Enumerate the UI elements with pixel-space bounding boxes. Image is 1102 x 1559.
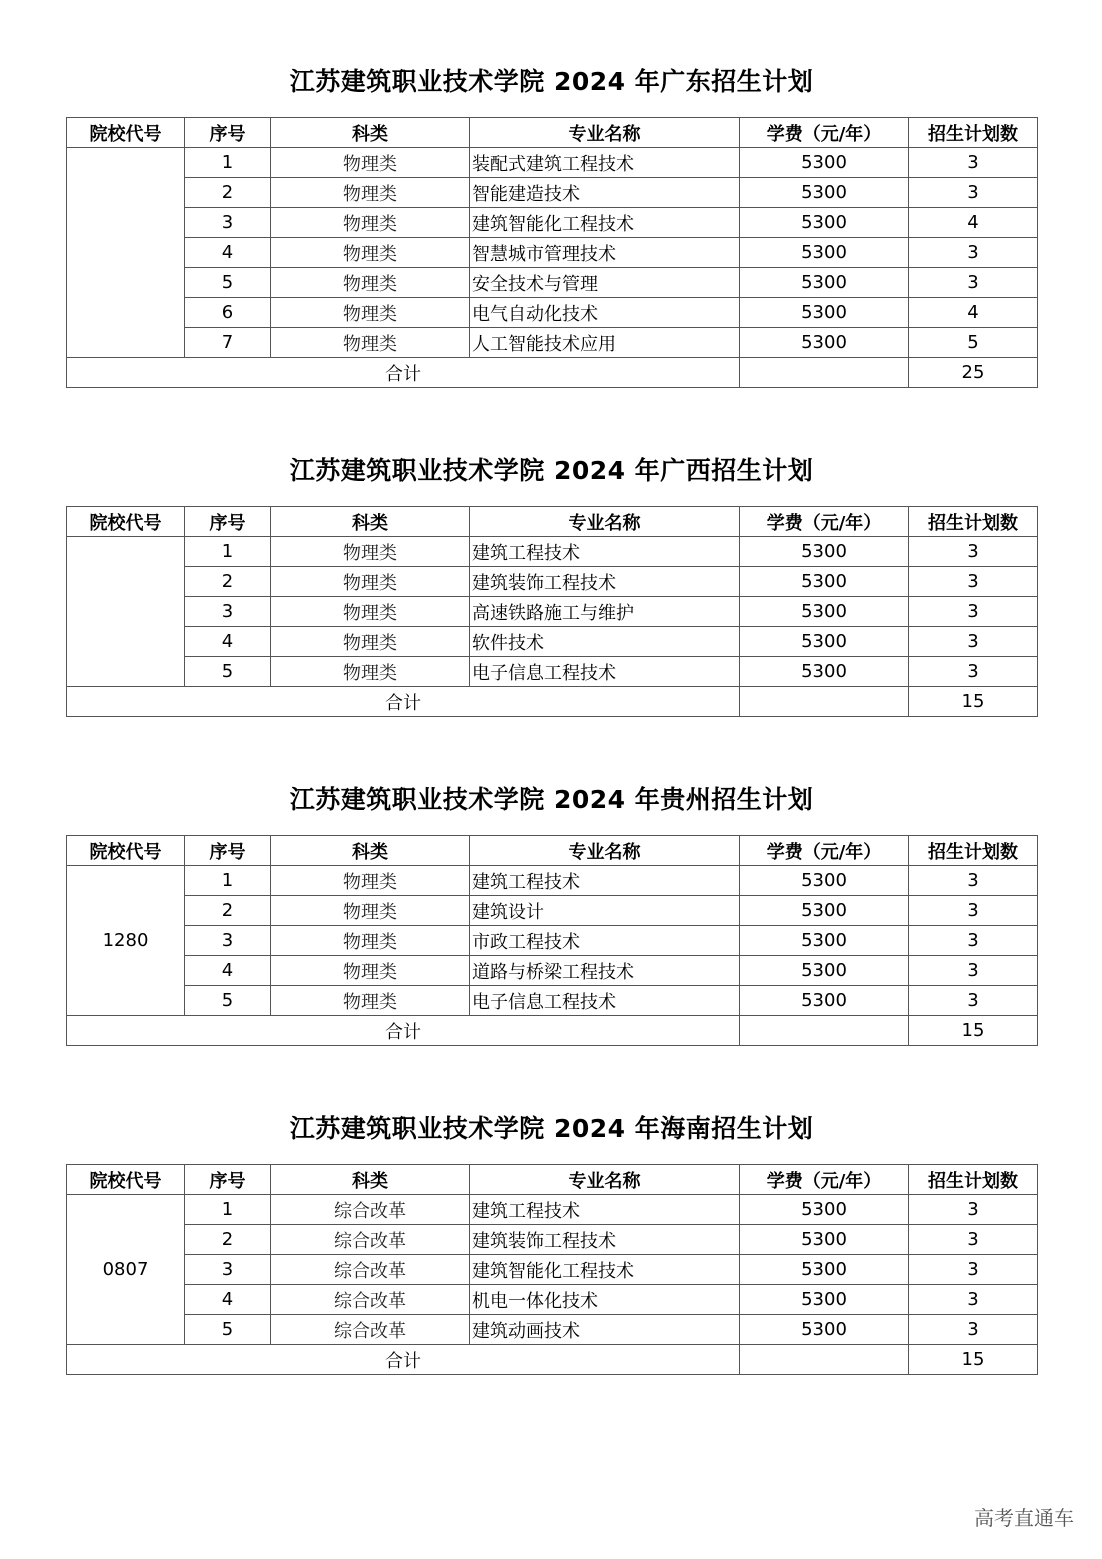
header-major: 专业名称	[470, 1165, 740, 1195]
row-fee: 5300	[740, 178, 909, 208]
row-plan: 3	[909, 1255, 1038, 1285]
row-plan: 3	[909, 567, 1038, 597]
row-category: 物理类	[271, 178, 470, 208]
header-row	[67, 507, 1038, 537]
row-major: 智能建造技术	[470, 178, 740, 208]
total-fee-empty	[740, 358, 909, 388]
row-no: 5	[185, 657, 271, 687]
row-major: 装配式建筑工程技术	[470, 148, 740, 178]
header-no: 序号	[185, 1165, 271, 1195]
total-plan: 25	[909, 358, 1038, 388]
row-major: 智慧城市管理技术	[470, 238, 740, 268]
header-category: 科类	[271, 118, 470, 148]
section-title: 江苏建筑职业技术学院 2024 年广东招生计划	[289, 67, 814, 96]
total-label: 合计	[67, 358, 740, 388]
plan-table	[66, 506, 1038, 717]
table-row	[67, 1255, 1038, 1285]
row-category: 综合改革	[271, 1225, 470, 1255]
row-plan: 3	[909, 1195, 1038, 1225]
header-plan: 招生计划数	[909, 1165, 1038, 1195]
row-fee: 5300	[740, 1225, 909, 1255]
row-fee: 5300	[740, 597, 909, 627]
row-major: 建筑设计	[470, 896, 740, 926]
row-fee: 5300	[740, 657, 909, 687]
row-plan: 5	[909, 328, 1038, 358]
header-major: 专业名称	[470, 836, 740, 866]
row-category: 综合改革	[271, 1285, 470, 1315]
row-fee: 5300	[740, 567, 909, 597]
row-no: 2	[185, 178, 271, 208]
row-no: 2	[185, 1225, 271, 1255]
row-no: 5	[185, 1315, 271, 1345]
row-fee: 5300	[740, 1315, 909, 1345]
row-fee: 5300	[740, 986, 909, 1016]
table-row	[67, 1315, 1038, 1345]
header-no: 序号	[185, 507, 271, 537]
row-fee: 5300	[740, 148, 909, 178]
row-major: 建筑工程技术	[470, 1195, 740, 1225]
header-row	[67, 836, 1038, 866]
row-category: 物理类	[271, 926, 470, 956]
table-row	[67, 926, 1038, 956]
row-fee: 5300	[740, 926, 909, 956]
total-row	[67, 687, 1038, 717]
row-major: 电子信息工程技术	[470, 986, 740, 1016]
table-row	[67, 328, 1038, 358]
row-major: 市政工程技术	[470, 926, 740, 956]
table-row	[67, 597, 1038, 627]
row-no: 5	[185, 268, 271, 298]
row-fee: 5300	[740, 208, 909, 238]
row-plan: 3	[909, 956, 1038, 986]
row-no: 4	[185, 1285, 271, 1315]
row-plan: 3	[909, 1285, 1038, 1315]
row-plan: 4	[909, 208, 1038, 238]
total-label: 合计	[67, 1345, 740, 1375]
row-category: 物理类	[271, 896, 470, 926]
row-category: 物理类	[271, 268, 470, 298]
row-major: 建筑动画技术	[470, 1315, 740, 1345]
total-plan: 15	[909, 1016, 1038, 1046]
row-fee: 5300	[740, 537, 909, 567]
row-no: 4	[185, 627, 271, 657]
total-fee-empty	[740, 1345, 909, 1375]
row-plan: 3	[909, 986, 1038, 1016]
row-plan: 3	[909, 866, 1038, 896]
header-plan: 招生计划数	[909, 836, 1038, 866]
row-no: 2	[185, 567, 271, 597]
total-plan: 15	[909, 687, 1038, 717]
row-fee: 5300	[740, 627, 909, 657]
row-category: 物理类	[271, 956, 470, 986]
row-fee: 5300	[740, 268, 909, 298]
row-category: 物理类	[271, 537, 470, 567]
table-row	[67, 866, 1038, 896]
row-fee: 5300	[740, 328, 909, 358]
row-major: 安全技术与管理	[470, 268, 740, 298]
row-major: 建筑工程技术	[470, 537, 740, 567]
table-row	[67, 178, 1038, 208]
header-fee: 学费（元/年）	[740, 1165, 909, 1195]
plan-table	[66, 117, 1038, 388]
table-row	[67, 956, 1038, 986]
school-code: 1280	[67, 866, 185, 1016]
header-fee: 学费（元/年）	[740, 836, 909, 866]
row-plan: 3	[909, 238, 1038, 268]
table-row	[67, 208, 1038, 238]
watermark: 高考直通车	[974, 1506, 1074, 1530]
plan-table	[66, 1164, 1038, 1375]
row-plan: 3	[909, 1225, 1038, 1255]
row-major: 建筑装饰工程技术	[470, 1225, 740, 1255]
row-no: 1	[185, 866, 271, 896]
row-no: 2	[185, 896, 271, 926]
header-row	[67, 118, 1038, 148]
row-plan: 3	[909, 148, 1038, 178]
school-code	[67, 537, 185, 687]
table-row	[67, 567, 1038, 597]
school-code	[67, 148, 185, 358]
total-fee-empty	[740, 1016, 909, 1046]
section-title: 江苏建筑职业技术学院 2024 年贵州招生计划	[289, 785, 814, 814]
total-fee-empty	[740, 687, 909, 717]
table-row	[67, 298, 1038, 328]
total-label: 合计	[67, 1016, 740, 1046]
row-major: 人工智能技术应用	[470, 328, 740, 358]
row-major: 电子信息工程技术	[470, 657, 740, 687]
row-major: 道路与桥梁工程技术	[470, 956, 740, 986]
table-row	[67, 1225, 1038, 1255]
row-no: 4	[185, 238, 271, 268]
row-fee: 5300	[740, 866, 909, 896]
row-category: 物理类	[271, 866, 470, 896]
row-no: 5	[185, 986, 271, 1016]
table-row	[67, 238, 1038, 268]
row-plan: 3	[909, 597, 1038, 627]
row-category: 物理类	[271, 298, 470, 328]
row-fee: 5300	[740, 1255, 909, 1285]
row-no: 3	[185, 926, 271, 956]
row-fee: 5300	[740, 1285, 909, 1315]
header-major: 专业名称	[470, 507, 740, 537]
row-category: 综合改革	[271, 1255, 470, 1285]
header-code: 院校代号	[67, 118, 185, 148]
row-category: 综合改革	[271, 1195, 470, 1225]
row-category: 物理类	[271, 567, 470, 597]
section-title: 江苏建筑职业技术学院 2024 年海南招生计划	[289, 1114, 814, 1143]
table-row	[67, 268, 1038, 298]
total-row	[67, 1016, 1038, 1046]
row-major: 软件技术	[470, 627, 740, 657]
table-row	[67, 1195, 1038, 1225]
row-fee: 5300	[740, 956, 909, 986]
row-no: 1	[185, 537, 271, 567]
total-label: 合计	[67, 687, 740, 717]
table-row	[67, 537, 1038, 567]
row-plan: 3	[909, 1315, 1038, 1345]
row-fee: 5300	[740, 238, 909, 268]
header-category: 科类	[271, 1165, 470, 1195]
row-no: 1	[185, 1195, 271, 1225]
header-no: 序号	[185, 836, 271, 866]
row-major: 建筑工程技术	[470, 866, 740, 896]
row-no: 7	[185, 328, 271, 358]
section-title: 江苏建筑职业技术学院 2024 年广西招生计划	[289, 456, 814, 485]
row-no: 3	[185, 208, 271, 238]
header-row	[67, 1165, 1038, 1195]
table-row	[67, 896, 1038, 926]
row-category: 物理类	[271, 657, 470, 687]
header-code: 院校代号	[67, 1165, 185, 1195]
row-fee: 5300	[740, 896, 909, 926]
row-category: 物理类	[271, 148, 470, 178]
row-category: 物理类	[271, 328, 470, 358]
row-plan: 3	[909, 268, 1038, 298]
row-major: 建筑装饰工程技术	[470, 567, 740, 597]
row-category: 物理类	[271, 597, 470, 627]
row-no: 1	[185, 148, 271, 178]
header-plan: 招生计划数	[909, 118, 1038, 148]
header-major: 专业名称	[470, 118, 740, 148]
row-plan: 3	[909, 657, 1038, 687]
header-code: 院校代号	[67, 507, 185, 537]
school-code: 0807	[67, 1195, 185, 1345]
row-major: 建筑智能化工程技术	[470, 1255, 740, 1285]
table-row	[67, 657, 1038, 687]
row-plan: 3	[909, 627, 1038, 657]
row-category: 物理类	[271, 627, 470, 657]
row-plan: 3	[909, 896, 1038, 926]
row-plan: 3	[909, 926, 1038, 956]
header-category: 科类	[271, 836, 470, 866]
table-row	[67, 627, 1038, 657]
row-plan: 3	[909, 537, 1038, 567]
row-major: 机电一体化技术	[470, 1285, 740, 1315]
row-major: 建筑智能化工程技术	[470, 208, 740, 238]
row-plan: 3	[909, 178, 1038, 208]
row-fee: 5300	[740, 298, 909, 328]
total-row	[67, 1345, 1038, 1375]
total-row	[67, 358, 1038, 388]
row-no: 3	[185, 1255, 271, 1285]
header-code: 院校代号	[67, 836, 185, 866]
header-category: 科类	[271, 507, 470, 537]
row-no: 3	[185, 597, 271, 627]
row-category: 物理类	[271, 238, 470, 268]
total-plan: 15	[909, 1345, 1038, 1375]
row-category: 综合改革	[271, 1315, 470, 1345]
row-no: 6	[185, 298, 271, 328]
header-fee: 学费（元/年）	[740, 118, 909, 148]
row-major: 高速铁路施工与维护	[470, 597, 740, 627]
table-row	[67, 1285, 1038, 1315]
table-row	[67, 986, 1038, 1016]
header-plan: 招生计划数	[909, 507, 1038, 537]
plan-table	[66, 835, 1038, 1046]
row-category: 物理类	[271, 986, 470, 1016]
row-major: 电气自动化技术	[470, 298, 740, 328]
row-plan: 4	[909, 298, 1038, 328]
header-no: 序号	[185, 118, 271, 148]
row-fee: 5300	[740, 1195, 909, 1225]
table-row	[67, 148, 1038, 178]
row-no: 4	[185, 956, 271, 986]
header-fee: 学费（元/年）	[740, 507, 909, 537]
row-category: 物理类	[271, 208, 470, 238]
